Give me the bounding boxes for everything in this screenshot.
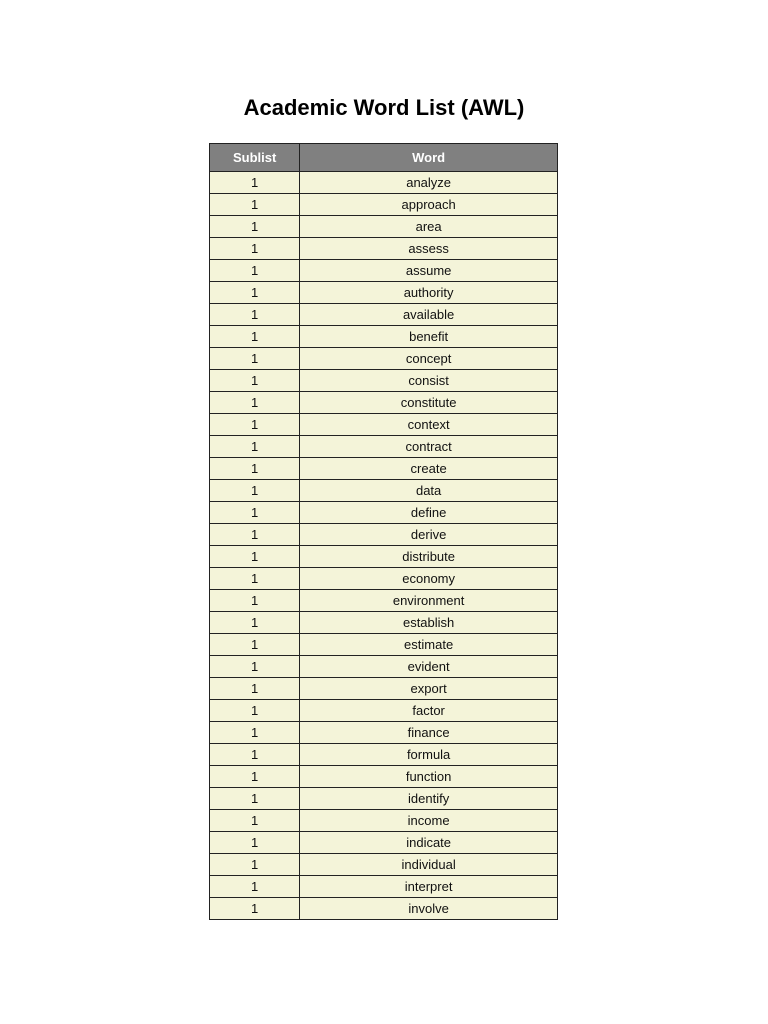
table-row [210, 612, 558, 634]
word-cell: involve [300, 898, 558, 920]
sublist-cell: 1 [210, 656, 300, 678]
word-cell: data [300, 480, 558, 502]
word-cell: establish [300, 612, 558, 634]
word-cell: evident [300, 656, 558, 678]
table-row [210, 172, 558, 194]
table-row [210, 524, 558, 546]
table-row [210, 876, 558, 898]
sublist-cell: 1 [210, 348, 300, 370]
table-row [210, 414, 558, 436]
word-cell: assess [300, 238, 558, 260]
table-row [210, 502, 558, 524]
table-row [210, 260, 558, 282]
sublist-cell: 1 [210, 612, 300, 634]
sublist-cell: 1 [210, 678, 300, 700]
word-cell: context [300, 414, 558, 436]
sublist-cell: 1 [210, 194, 300, 216]
word-cell: benefit [300, 326, 558, 348]
sublist-cell: 1 [210, 260, 300, 282]
sublist-cell: 1 [210, 810, 300, 832]
word-cell: interpret [300, 876, 558, 898]
column-header-word: Word [300, 144, 558, 172]
table-row [210, 238, 558, 260]
word-cell: concept [300, 348, 558, 370]
table-row [210, 436, 558, 458]
sublist-cell: 1 [210, 876, 300, 898]
sublist-cell: 1 [210, 238, 300, 260]
table-row [210, 348, 558, 370]
sublist-cell: 1 [210, 744, 300, 766]
sublist-cell: 1 [210, 832, 300, 854]
sublist-cell: 1 [210, 590, 300, 612]
table-row [210, 832, 558, 854]
table-row [210, 194, 558, 216]
table-header [210, 144, 558, 172]
sublist-cell: 1 [210, 304, 300, 326]
sublist-cell: 1 [210, 766, 300, 788]
sublist-cell: 1 [210, 326, 300, 348]
sublist-cell: 1 [210, 502, 300, 524]
word-cell: finance [300, 722, 558, 744]
word-cell: function [300, 766, 558, 788]
word-cell: derive [300, 524, 558, 546]
table-row [210, 634, 558, 656]
table-row [210, 546, 558, 568]
table-row [210, 568, 558, 590]
header-row [210, 144, 558, 172]
word-list-table [209, 143, 558, 920]
word-cell: distribute [300, 546, 558, 568]
sublist-cell: 1 [210, 854, 300, 876]
table-row [210, 744, 558, 766]
sublist-cell: 1 [210, 898, 300, 920]
page-title: Academic Word List (AWL) [243, 95, 525, 120]
sublist-cell: 1 [210, 436, 300, 458]
table-row [210, 898, 558, 920]
word-cell: estimate [300, 634, 558, 656]
word-cell: authority [300, 282, 558, 304]
word-cell: analyze [300, 172, 558, 194]
table-row [210, 370, 558, 392]
table-row [210, 678, 558, 700]
sublist-cell: 1 [210, 282, 300, 304]
table-row [210, 700, 558, 722]
word-cell: assume [300, 260, 558, 282]
word-cell: income [300, 810, 558, 832]
sublist-cell: 1 [210, 458, 300, 480]
word-cell: contract [300, 436, 558, 458]
word-cell: constitute [300, 392, 558, 414]
table-row [210, 392, 558, 414]
word-cell: economy [300, 568, 558, 590]
table-row [210, 810, 558, 832]
sublist-cell: 1 [210, 788, 300, 810]
word-cell: indicate [300, 832, 558, 854]
sublist-cell: 1 [210, 480, 300, 502]
table-row [210, 304, 558, 326]
word-cell: environment [300, 590, 558, 612]
table-body [210, 172, 558, 920]
sublist-cell: 1 [210, 700, 300, 722]
sublist-cell: 1 [210, 568, 300, 590]
sublist-cell: 1 [210, 172, 300, 194]
table-row [210, 480, 558, 502]
table-row [210, 766, 558, 788]
sublist-cell: 1 [210, 722, 300, 744]
word-cell: formula [300, 744, 558, 766]
table-row [210, 656, 558, 678]
word-cell: export [300, 678, 558, 700]
sublist-cell: 1 [210, 392, 300, 414]
table-row [210, 854, 558, 876]
word-cell: define [300, 502, 558, 524]
table-row [210, 590, 558, 612]
word-cell: available [300, 304, 558, 326]
sublist-cell: 1 [210, 634, 300, 656]
sublist-cell: 1 [210, 414, 300, 436]
table-row [210, 458, 558, 480]
table-row [210, 326, 558, 348]
sublist-cell: 1 [210, 216, 300, 238]
word-cell: area [300, 216, 558, 238]
word-cell: approach [300, 194, 558, 216]
word-cell: identify [300, 788, 558, 810]
word-cell: factor [300, 700, 558, 722]
column-header-sublist: Sublist [210, 144, 300, 172]
sublist-cell: 1 [210, 524, 300, 546]
table-row [210, 282, 558, 304]
table-row [210, 788, 558, 810]
table-row [210, 216, 558, 238]
word-cell: create [300, 458, 558, 480]
word-cell: consist [300, 370, 558, 392]
table-row [210, 722, 558, 744]
sublist-cell: 1 [210, 546, 300, 568]
word-cell: individual [300, 854, 558, 876]
sublist-cell: 1 [210, 370, 300, 392]
